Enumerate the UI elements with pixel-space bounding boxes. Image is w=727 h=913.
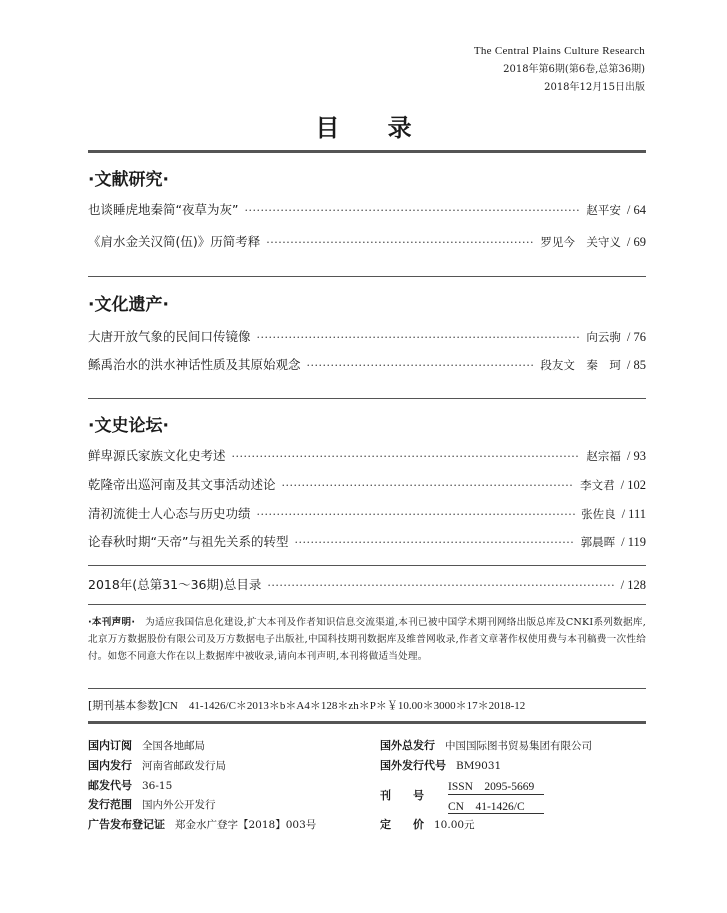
entry-author: 段友文 秦 珂 — [540, 358, 621, 372]
entry-page: / 85 — [626, 358, 646, 372]
info-label: 定 价 — [380, 818, 424, 831]
toc-entry[interactable] — [88, 236, 646, 249]
leader-dots — [294, 537, 574, 548]
issn-number: ISSN 2095-5669 — [448, 781, 535, 793]
leader-dots — [232, 451, 581, 462]
cn-number: CN 41-1426/C — [448, 801, 525, 813]
leader-dots — [282, 480, 575, 491]
section-divider — [88, 276, 646, 277]
leader-dots — [267, 580, 614, 591]
entry-author: 向云驹 — [586, 330, 621, 344]
entry-page: / 64 — [626, 203, 646, 217]
contents-heading-char-1: 目 — [315, 114, 340, 142]
issue-number: 2018年第6期(第6卷,总第36期) — [503, 64, 645, 75]
entry-title: 也谈睡虎地秦简“夜草为灰” — [88, 202, 239, 217]
entry-title: 大唐开放气象的民间口传镜像 — [88, 329, 251, 344]
toc-entry[interactable] — [88, 479, 646, 492]
statement-text: 为适应我国信息化建设,扩大本刊及作者知识信息交流渠道,本刊已被中国学术期刊网络出版总库及CNKI系列数据库,北京万方数据股份有限公司及万方数据电子出版社,中国科技期刊数据库及维普网收录,作者文章著作权使用费与本刊稿费一次性给付。如您不同意大作在以上数据库中被收录,请向本刊声明,本刊将做适当处理。 — [88, 617, 646, 662]
contents-heading — [0, 116, 727, 140]
entry-author: 赵平安 — [586, 203, 621, 217]
heading-divider — [88, 150, 646, 153]
footer-divider — [88, 721, 646, 724]
entry-author: 郭晨晖 — [580, 535, 616, 549]
toc-entry[interactable] — [88, 450, 646, 463]
info-value: 全国各地邮局 — [142, 740, 205, 752]
entry-title: 《肩水金关汉简(伍)》历简考释 — [88, 234, 261, 249]
parameters-label: [期刊基本参数] — [88, 699, 163, 712]
entry-title: 鲜卑源氏家族文化史考述 — [88, 448, 226, 463]
entry-author: 罗见今 关守义 — [540, 235, 621, 249]
section-heading-literature: ·文献研究· — [88, 170, 169, 190]
toc-entry[interactable] — [88, 508, 646, 521]
toc-entry[interactable] — [88, 331, 646, 344]
journal-parameters — [88, 697, 525, 713]
info-label: 国外发行代号 — [380, 759, 446, 772]
issn-underline — [448, 794, 544, 795]
section-divider — [88, 565, 646, 566]
statement-label: ·本刊声明· — [88, 617, 136, 628]
section-divider — [88, 688, 646, 689]
entry-title: 鲧禹治水的洪水神话性质及其原始观念 — [88, 357, 301, 372]
info-overseas-distributor — [380, 740, 592, 752]
contents-heading-char-2: 录 — [387, 114, 412, 142]
entry-page: / 111 — [621, 507, 646, 521]
section-heading-history-forum: ·文史论坛· — [88, 416, 169, 436]
toc-entry[interactable] — [88, 204, 646, 217]
entry-title: 2018年(总第31～36期)总目录 — [88, 577, 262, 592]
leader-dots — [266, 237, 534, 248]
publication-date: 2018年12月15日出版 — [544, 82, 645, 93]
toc-entry[interactable] — [88, 359, 646, 372]
entry-title: 乾隆帝出巡河南及其文事活动述论 — [88, 477, 276, 492]
entry-author: 李文君 — [580, 478, 615, 492]
section-heading-heritage: ·文化遗产· — [88, 295, 169, 315]
cn-underline — [448, 813, 544, 814]
info-value: 郑金水广登字【2018】003号 — [175, 819, 317, 831]
entry-title: 论春秋时期“天帝”与祖先关系的转型 — [88, 534, 289, 549]
leader-dots — [257, 332, 581, 343]
info-distribution-scope — [88, 799, 216, 811]
info-domestic-distribution — [88, 760, 226, 772]
entry-page: / 128 — [620, 578, 646, 592]
info-label: 国外总发行 — [380, 739, 435, 752]
info-ad-license — [88, 819, 316, 831]
section-divider — [88, 604, 646, 605]
info-domestic-subscription — [88, 740, 205, 752]
info-label: 刊 号 — [380, 789, 424, 802]
info-value: 河南省邮政发行局 — [142, 760, 226, 772]
entry-page: / 69 — [626, 235, 646, 249]
info-label: 发行范围 — [88, 798, 132, 811]
leader-dots — [307, 360, 535, 371]
section-divider — [88, 398, 646, 399]
entry-page: / 93 — [626, 449, 646, 463]
info-value: 国内外公开发行 — [142, 799, 216, 811]
entry-title: 清初流徙士人心态与历史功绩 — [88, 506, 251, 521]
annual-index-entry[interactable] — [88, 579, 646, 592]
info-value: 36-15 — [142, 780, 173, 792]
leader-dots — [257, 509, 576, 520]
entry-page: / 76 — [626, 330, 646, 344]
info-label: 邮发代号 — [88, 779, 132, 792]
entry-author: 赵宗福 — [586, 449, 621, 463]
entry-page: / 102 — [620, 478, 646, 492]
info-value: 10.00元 — [434, 819, 475, 831]
journal-statement — [88, 614, 646, 665]
leader-dots — [244, 205, 580, 216]
info-price — [380, 819, 475, 831]
entry-page: / 119 — [621, 535, 646, 549]
info-journal-number — [380, 790, 424, 801]
info-label: 国内订阅 — [88, 739, 132, 752]
info-postal-code — [88, 780, 172, 792]
info-label: 广告发布登记证 — [88, 818, 165, 831]
parameters-value: CN 41-1426/C＊2013＊b＊A4＊128＊zh＊P＊￥10.00＊3000＊17＊2018-12 — [162, 700, 526, 712]
info-label: 国内发行 — [88, 759, 132, 772]
toc-entry[interactable] — [88, 536, 646, 549]
info-overseas-code — [380, 760, 501, 772]
info-value: 中国国际图书贸易集团有限公司 — [445, 740, 592, 752]
info-value: BM9031 — [456, 760, 502, 772]
journal-english-name: The Central Plains Culture Research — [473, 45, 645, 57]
entry-author: 张佐良 — [581, 507, 616, 521]
